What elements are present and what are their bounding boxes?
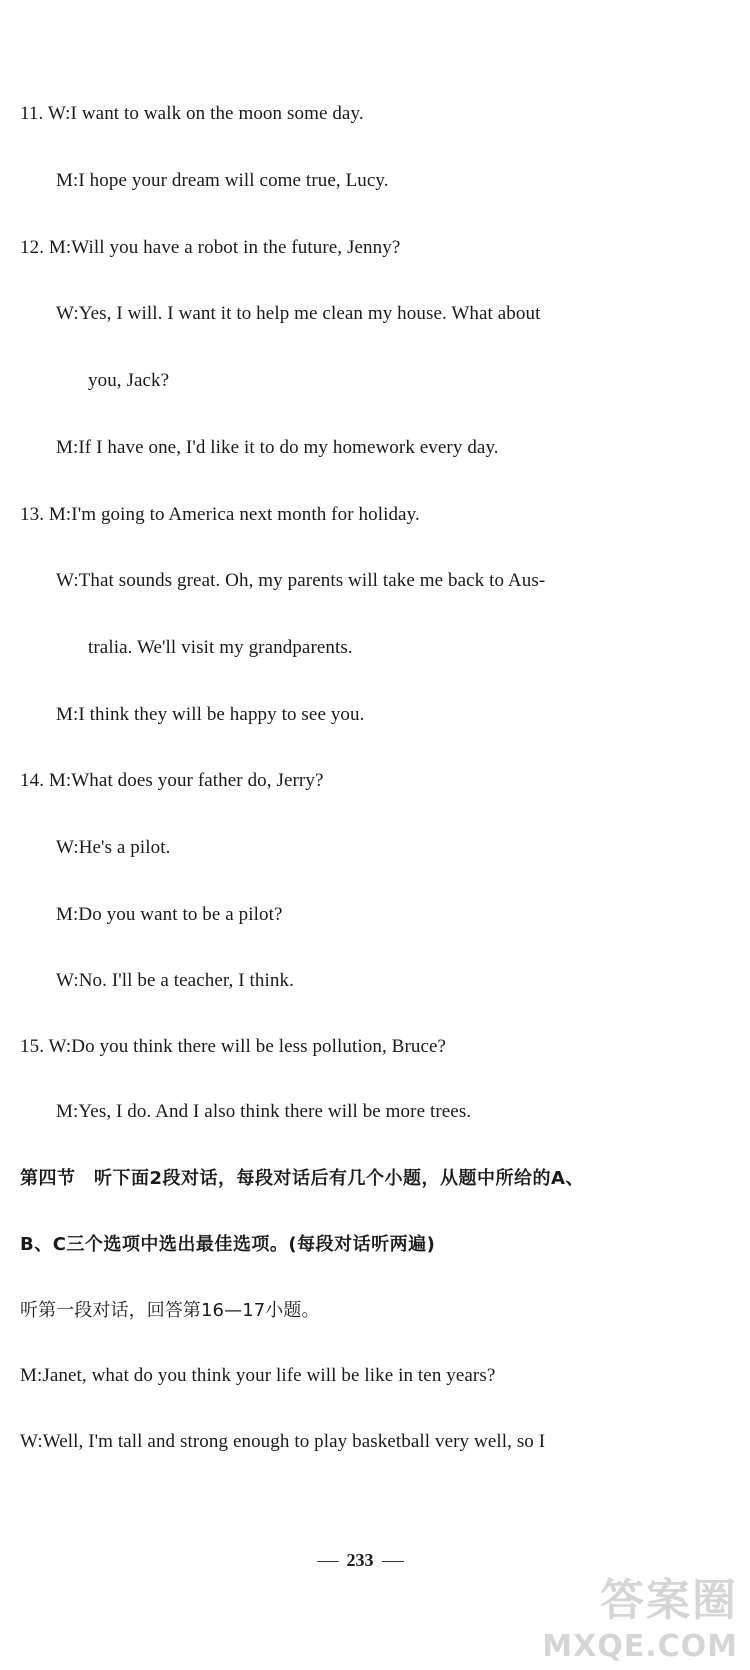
watermark (528, 1564, 738, 1664)
dialogue-line-11-m: M:I hope your dream will come true, Lucy. (56, 170, 389, 191)
section-four-heading-cont: B、C三个选项中选出最佳选项。(每段对话听两遍) (20, 1234, 436, 1255)
page-number-right-dash (382, 1561, 404, 1562)
dialogue-line-11-w: 11. W:I want to walk on the moon some day. (20, 103, 364, 124)
dialogue-line-12-m: 12. M:Will you have a robot in the future, Jenny? (20, 237, 401, 258)
page-number-left-dash (317, 1561, 339, 1562)
watermark-url: MXQE.COM (542, 1629, 738, 1664)
dialogue-line-14-w: W:He's a pilot. (56, 837, 171, 858)
watermark-logo-text: 答案圈 (600, 1575, 738, 1626)
dialogue-line-16-m: M:Janet, what do you think your life will be like in ten years? (20, 1365, 496, 1386)
dialogue-line-14-m2: M:Do you want to be a pilot? (56, 904, 283, 925)
section-instruction: 听第一段对话，回答第16—17小题。 (20, 1300, 320, 1321)
dialogue-line-13-m: 13. M:I'm going to America next month for holiday. (20, 504, 420, 525)
page-number-text: 233 (346, 1550, 374, 1570)
dialogue-line-15-m: M:Yes, I do. And I also think there will be more trees. (56, 1101, 472, 1122)
dialogue-line-14-w2: W:No. I'll be a teacher, I think. (56, 970, 294, 991)
dialogue-line-12-w-cont: you, Jack? (88, 370, 170, 391)
dialogue-line-16-w: W:Well, I'm tall and strong enough to play basketball very well, so I (20, 1431, 546, 1452)
dialogue-line-14-m: 14. M:What does your father do, Jerry? (20, 770, 324, 791)
dialogue-line-13-w-cont: tralia. We'll visit my grandparents. (88, 637, 353, 658)
dialogue-line-13-w: W:That sounds great. Oh, my parents will take me back to Aus- (56, 570, 546, 591)
page-number (300, 1548, 420, 1572)
dialogue-line-15-w: 15. W:Do you think there will be less pollution, Bruce? (20, 1036, 447, 1057)
watermark-logo (600, 1564, 738, 1628)
dialogue-line-12-w: W:Yes, I will. I want it to help me clean my house. What about (56, 303, 541, 324)
dialogue-line-13-m2: M:I think they will be happy to see you. (56, 704, 365, 725)
dialogue-line-12-m2: M:If I have one, I'd like it to do my homework every day. (56, 437, 499, 458)
section-four-heading: 第四节 听下面2段对话，每段对话后有几个小题，从题中所给的A、 (20, 1168, 584, 1189)
